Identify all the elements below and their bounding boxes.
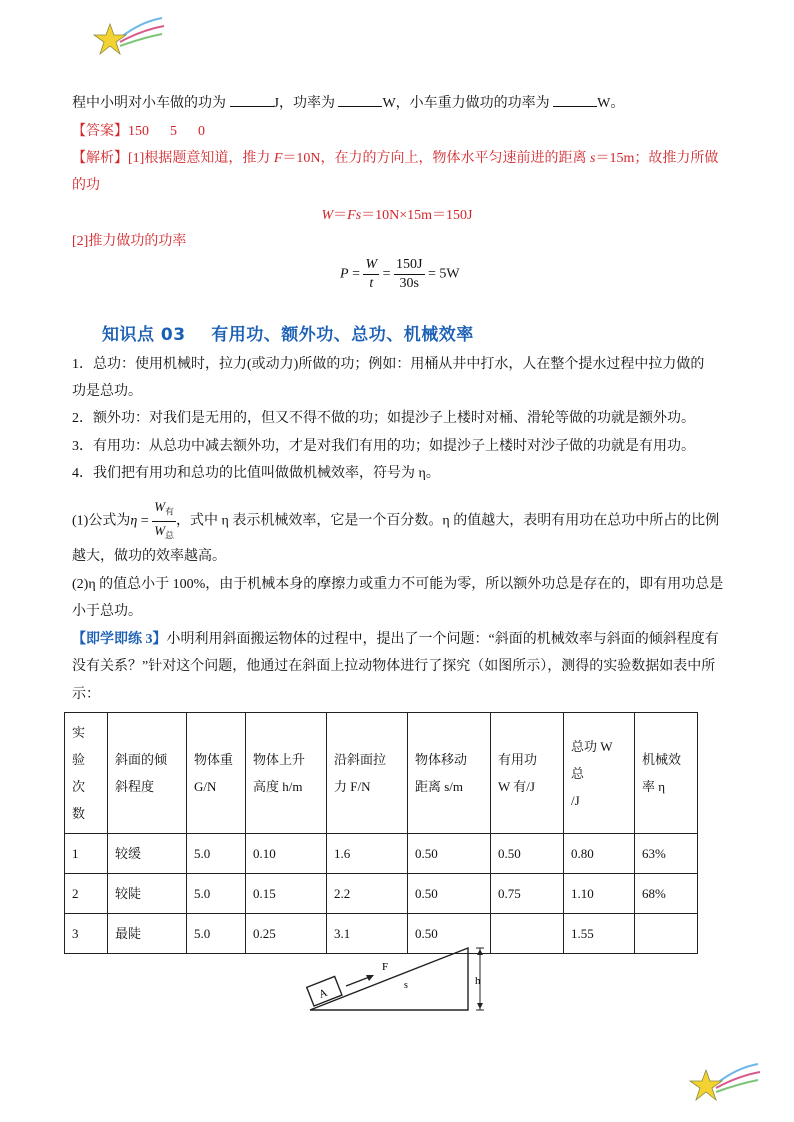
table-cell: 0.75 <box>491 874 564 914</box>
formula-efficiency: (1)公式为η = $\frac{W_有}{W_总}$ ，式中 η 表示机械效率，它是一个百分数。η 的值越大，表明有用功在总功中所占的比例 <box>72 499 720 541</box>
exercise-line-2: 没有关系？”针对这个问题，他通过在斜面上拉动物体进行了探究（如图所示），测得的实验数据如表中所 <box>72 659 716 674</box>
table-cell: 较缓 <box>108 834 187 874</box>
exercise-line-1: 【即学即练 3】小明利用斜面搬运物体的过程中，提出了一个问题：“斜面的机械效率与斜面的倾斜程度有 <box>72 632 719 647</box>
point-3: 3．有用功：从总功中减去额外功，才是对我们有用的功；如提沙子上楼时对沙子做的功就是有用功。 <box>72 439 695 454</box>
table-cell: 0.15 <box>246 874 327 914</box>
point-1b: 功是总功。 <box>72 384 142 399</box>
table-cell: 0.25 <box>246 914 327 954</box>
table-cell: 0.80 <box>564 834 635 874</box>
table-header-row <box>65 713 698 834</box>
table-cell: 63% <box>635 834 698 874</box>
table-cell: 3 <box>65 914 108 954</box>
force-label: F <box>382 961 389 973</box>
block-A <box>307 976 342 1006</box>
header-cell: 总功 W 总 /J <box>564 713 635 834</box>
incline-diagram <box>300 944 500 1016</box>
table-cell: 0.50 <box>408 874 491 914</box>
section-title: 知识点 03 有用功、额外功、总功、机械效率 <box>102 325 474 345</box>
height-label: h <box>475 975 481 987</box>
table-cell: 0.50 <box>408 834 491 874</box>
point-f2b: 小于总功。 <box>72 604 142 619</box>
header-cell: 沿斜面拉 力 F/N <box>327 713 408 834</box>
header-cell: 物体重 G/N <box>187 713 246 834</box>
point-f2a: (2)η 的值总小于 100%，由于机械本身的摩擦力或重力不可能为零，所以额外功总是存在的，即有用功总是 <box>72 577 724 592</box>
distance-label: s <box>404 980 408 991</box>
experiment-table <box>64 712 698 954</box>
table-cell: 0.50 <box>408 914 491 954</box>
table-cell: 1.6 <box>327 834 408 874</box>
svg-text:A: A <box>317 986 330 1001</box>
point-1a: 1．总功：使用机械时，拉力(或动力)所做的功；例如：用桶从井中打水，人在整个提水过程中拉力做的 <box>72 357 705 372</box>
table-cell: 68% <box>635 874 698 914</box>
analysis-line-1: 【解析】[1]根据题意知道，推力 F＝10N，在力的方向上，物体水平匀速前进的距离 s＝15m；故推力所做 <box>72 151 719 166</box>
table-cell: 1.55 <box>564 914 635 954</box>
formula-cont: 越大，做功的效率越高。 <box>72 549 226 564</box>
table-row <box>65 834 698 874</box>
point-4: 4．我们把有用功和总功的比值叫做做机械效率，符号为 η。 <box>72 466 440 481</box>
equation-work: W＝Fs＝10N×15m＝150J <box>321 208 473 223</box>
question-tail: 程中小明对小车做的功为 J，功率为 W，小车重力做功的功率为 W。 <box>72 96 625 111</box>
table-cell: 0.50 <box>491 834 564 874</box>
table-cell: 5.0 <box>187 914 246 954</box>
table-cell: 0.10 <box>246 834 327 874</box>
table-cell: 较陡 <box>108 874 187 914</box>
header-cell: 实 验 次 数 <box>65 713 108 834</box>
analysis-line-3: [2]推力做功的功率 <box>72 234 187 249</box>
table-cell: 2.2 <box>327 874 408 914</box>
table-cell: 2 <box>65 874 108 914</box>
header-cell: 物体移动 距离 s/m <box>408 713 491 834</box>
table-row <box>65 874 698 914</box>
exercise-line-3: 示： <box>72 687 100 702</box>
header-cell: 机械效 率 η <box>635 713 698 834</box>
table-cell: 3.1 <box>327 914 408 954</box>
table-cell: 1 <box>65 834 108 874</box>
shooting-star-icon-bottom <box>686 1058 766 1108</box>
table-cell: 5.0 <box>187 874 246 914</box>
analysis-line-2: 的功 <box>72 178 100 193</box>
shooting-star-icon-top <box>90 12 170 62</box>
header-cell: 斜面的倾 斜程度 <box>108 713 187 834</box>
header-cell: 物体上升 高度 h/m <box>246 713 327 834</box>
table-cell: 1.10 <box>564 874 635 914</box>
equation-power: P = $\frac{W}{t}$ = $\frac{150J}{30s}$ = 5W <box>340 257 460 291</box>
table-cell <box>491 914 564 954</box>
table-cell <box>635 914 698 954</box>
answer-line: 【答案】150 5 0 <box>72 124 205 139</box>
header-cell: 有用功 W 有/J <box>491 713 564 834</box>
table-cell: 5.0 <box>187 834 246 874</box>
point-2: 2．额外功：对我们是无用的，但又不得不做的功；如提沙子上楼时对桶、滑轮等做的功就是额外功。 <box>72 411 695 426</box>
table-cell: 最陡 <box>108 914 187 954</box>
